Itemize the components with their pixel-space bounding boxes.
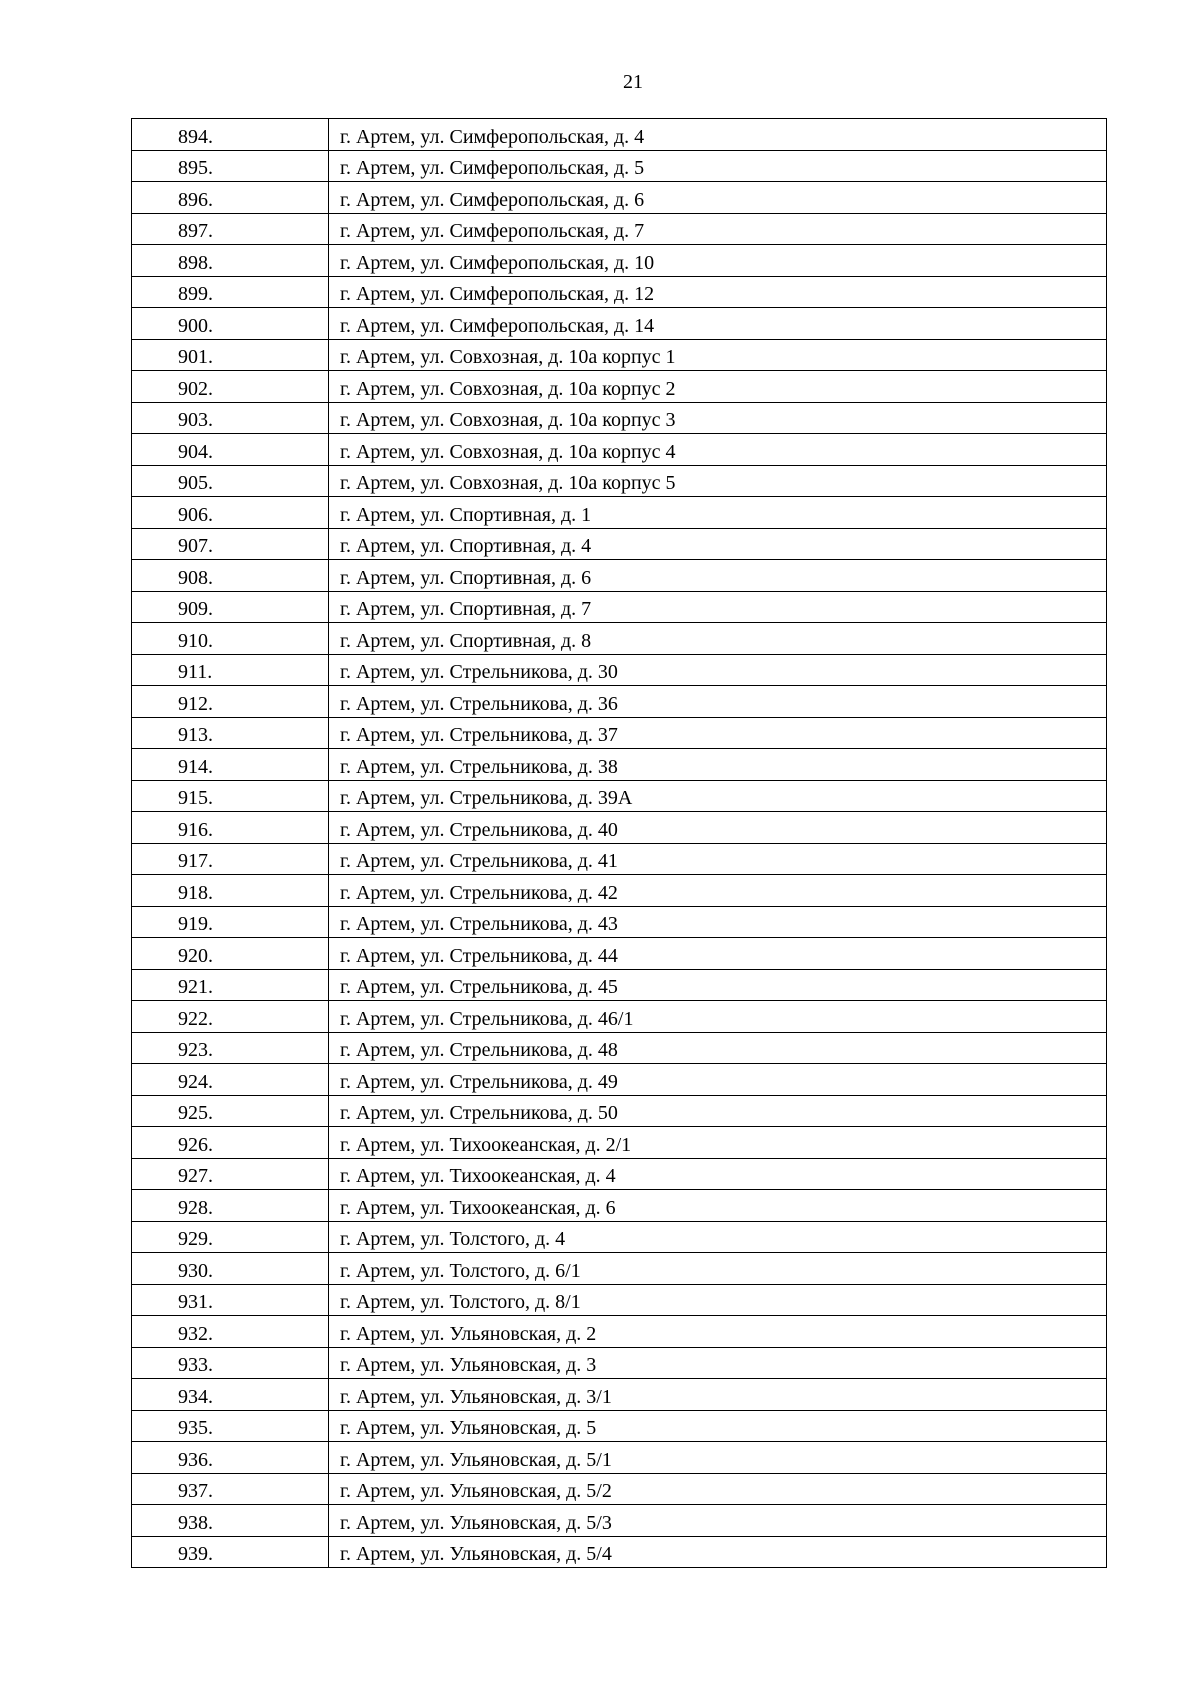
address-cell [329, 591, 1107, 623]
table-row [132, 1127, 1107, 1159]
address-cell [329, 1284, 1107, 1316]
row-number-cell [132, 938, 329, 970]
address-text: г. Артем, ул. Симферопольская, д. 10 [340, 251, 655, 274]
row-number: 906. [178, 503, 213, 526]
address-text: г. Артем, ул. Спортивная, д. 1 [340, 503, 592, 526]
address-text: г. Артем, ул. Стрельникова, д. 41 [340, 850, 618, 872]
row-number: 924. [178, 1070, 213, 1093]
row-number: 899. [178, 283, 213, 305]
row-number: 922. [178, 1007, 213, 1030]
table-row [132, 1505, 1107, 1537]
address-text: г. Артем, ул. Стрельникова, д. 38 [340, 755, 618, 778]
address-text: г. Артем, ул. Стрельникова, д. 37 [340, 724, 618, 746]
address-cell [329, 1095, 1107, 1127]
row-number: 912. [178, 692, 213, 715]
row-number: 903. [178, 409, 213, 431]
address-text: г. Артем, ул. Спортивная, д. 7 [340, 598, 592, 620]
address-text: г. Артем, ул. Стрельникова, д. 44 [340, 944, 618, 967]
address-text: г. Артем, ул. Толстого, д. 4 [340, 1228, 566, 1250]
table-row [132, 276, 1107, 308]
address-cell [329, 119, 1107, 151]
address-text: г. Артем, ул. Толстого, д. 8/1 [340, 1291, 581, 1313]
address-text: г. Артем, ул. Совхозная, д. 10а корпус 1 [340, 346, 676, 368]
row-number-cell [132, 780, 329, 812]
row-number-cell [132, 1253, 329, 1285]
row-number-cell [132, 465, 329, 497]
address-cell [329, 560, 1107, 592]
address-cell [329, 1410, 1107, 1442]
address-cell [329, 402, 1107, 434]
address-cell [329, 1221, 1107, 1253]
address-cell [329, 938, 1107, 970]
row-number: 930. [178, 1259, 213, 1282]
row-number-cell [132, 969, 329, 1001]
address-text: г. Артем, ул. Совхозная, д. 10а корпус 4 [340, 440, 676, 463]
row-number: 936. [178, 1448, 213, 1471]
row-number-cell [132, 1347, 329, 1379]
row-number-cell [132, 1379, 329, 1411]
table-row [132, 1221, 1107, 1253]
address-cell [329, 906, 1107, 938]
table-row [132, 623, 1107, 655]
table-row [132, 1253, 1107, 1285]
row-number-cell [132, 1127, 329, 1159]
row-number-cell [132, 1095, 329, 1127]
address-cell [329, 1032, 1107, 1064]
table-row [132, 339, 1107, 371]
row-number-cell [132, 591, 329, 623]
table-row [132, 749, 1107, 781]
address-text: г. Артем, ул. Стрельникова, д. 50 [340, 1102, 618, 1124]
row-number: 908. [178, 566, 213, 589]
row-number: 907. [178, 535, 213, 557]
row-number: 934. [178, 1385, 213, 1408]
row-number: 896. [178, 188, 213, 211]
address-cell [329, 717, 1107, 749]
address-text: г. Артем, ул. Стрельникова, д. 36 [340, 692, 618, 715]
row-number-cell [132, 150, 329, 182]
address-cell [329, 1158, 1107, 1190]
row-number-cell [132, 1190, 329, 1222]
table-row [132, 843, 1107, 875]
row-number: 928. [178, 1196, 213, 1219]
table-row [132, 1347, 1107, 1379]
row-number: 894. [178, 125, 213, 148]
row-number-cell [132, 1001, 329, 1033]
page-number: 21 [623, 71, 643, 93]
address-cell [329, 1473, 1107, 1505]
address-cell [329, 150, 1107, 182]
table-row [132, 1442, 1107, 1474]
table-row [132, 1316, 1107, 1348]
address-cell [329, 339, 1107, 371]
address-text: г. Артем, ул. Совхозная, д. 10а корпус 3 [340, 409, 676, 431]
table-row [132, 434, 1107, 466]
address-text: г. Артем, ул. Стрельникова, д. 48 [340, 1039, 618, 1061]
address-table [131, 118, 1107, 1568]
address-text: г. Артем, ул. Ульяновская, д. 5/3 [340, 1511, 612, 1534]
row-number-cell [132, 1316, 329, 1348]
address-cell [329, 1536, 1107, 1568]
address-cell [329, 749, 1107, 781]
address-cell [329, 213, 1107, 245]
row-number-cell [132, 717, 329, 749]
address-cell [329, 1253, 1107, 1285]
row-number: 916. [178, 818, 213, 841]
address-cell [329, 245, 1107, 277]
row-number: 937. [178, 1480, 213, 1502]
row-number-cell [132, 434, 329, 466]
row-number: 932. [178, 1322, 213, 1345]
address-text: г. Артем, ул. Стрельникова, д. 40 [340, 818, 618, 841]
address-cell [329, 623, 1107, 655]
table-row [132, 245, 1107, 277]
address-text: г. Артем, ул. Ульяновская, д. 5/2 [340, 1480, 612, 1502]
address-text: г. Артем, ул. Стрельникова, д. 42 [340, 881, 618, 904]
address-text: г. Артем, ул. Симферопольская, д. 7 [340, 220, 645, 242]
row-number: 911. [178, 661, 213, 683]
row-number-cell [132, 1158, 329, 1190]
table-row [132, 371, 1107, 403]
address-cell [329, 1442, 1107, 1474]
row-number: 938. [178, 1511, 213, 1534]
row-number-cell [132, 1505, 329, 1537]
row-number-cell [132, 245, 329, 277]
row-number-cell [132, 213, 329, 245]
row-number-cell [132, 906, 329, 938]
table-row [132, 1410, 1107, 1442]
table-row [132, 780, 1107, 812]
table-row [132, 528, 1107, 560]
row-number-cell [132, 1410, 329, 1442]
address-cell [329, 1316, 1107, 1348]
table-row [132, 1190, 1107, 1222]
row-number-cell [132, 560, 329, 592]
address-cell [329, 371, 1107, 403]
table-row [132, 1064, 1107, 1096]
row-number: 918. [178, 881, 213, 904]
address-text: г. Артем, ул. Симферопольская, д. 4 [340, 125, 645, 148]
address-cell [329, 875, 1107, 907]
table-row [132, 938, 1107, 970]
table-row [132, 119, 1107, 151]
row-number-cell [132, 654, 329, 686]
row-number-cell [132, 1221, 329, 1253]
row-number: 913. [178, 724, 213, 746]
table-row [132, 465, 1107, 497]
row-number: 915. [178, 787, 213, 809]
address-text: г. Артем, ул. Стрельникова, д. 30 [340, 661, 618, 683]
address-cell [329, 969, 1107, 1001]
address-cell [329, 497, 1107, 529]
table-row [132, 654, 1107, 686]
row-number: 905. [178, 472, 213, 494]
table-row [132, 591, 1107, 623]
address-text: г. Артем, ул. Симферопольская, д. 12 [340, 283, 655, 305]
row-number: 933. [178, 1354, 213, 1376]
row-number: 895. [178, 157, 213, 179]
table-row [132, 969, 1107, 1001]
address-text: г. Артем, ул. Совхозная, д. 10а корпус 5 [340, 472, 676, 494]
row-number: 925. [178, 1102, 213, 1124]
row-number: 921. [178, 976, 213, 998]
row-number-cell [132, 812, 329, 844]
row-number: 935. [178, 1417, 213, 1439]
row-number-cell [132, 1442, 329, 1474]
address-cell [329, 686, 1107, 718]
table-row [132, 686, 1107, 718]
address-text: г. Артем, ул. Симферопольская, д. 5 [340, 157, 645, 179]
row-number-cell [132, 1536, 329, 1568]
address-text: г. Артем, ул. Тихоокеанская, д. 6 [340, 1196, 616, 1219]
address-text: г. Артем, ул. Стрельникова, д. 49 [340, 1070, 618, 1093]
table-row [132, 875, 1107, 907]
row-number-cell [132, 182, 329, 214]
row-number-cell [132, 749, 329, 781]
address-text: г. Артем, ул. Тихоокеанская, д. 2/1 [340, 1133, 632, 1156]
address-cell [329, 1127, 1107, 1159]
address-text: г. Артем, ул. Стрельникова, д. 43 [340, 913, 618, 935]
row-number-cell [132, 623, 329, 655]
address-text: г. Артем, ул. Ульяновская, д. 2 [340, 1322, 597, 1345]
table-row [132, 1379, 1107, 1411]
address-text: г. Артем, ул. Стрельникова, д. 39А [340, 787, 633, 809]
table-row [132, 560, 1107, 592]
row-number-cell [132, 1284, 329, 1316]
table-row [132, 812, 1107, 844]
table-row [132, 1158, 1107, 1190]
address-cell [329, 308, 1107, 340]
row-number: 898. [178, 251, 213, 274]
address-cell [329, 1190, 1107, 1222]
row-number-cell [132, 276, 329, 308]
table-row [132, 1001, 1107, 1033]
address-cell [329, 465, 1107, 497]
address-table-body [132, 119, 1107, 1568]
address-text: г. Артем, ул. Спортивная, д. 4 [340, 535, 592, 557]
address-text: г. Артем, ул. Стрельникова, д. 45 [340, 976, 618, 998]
address-text: г. Артем, ул. Ульяновская, д. 5/4 [340, 1543, 612, 1565]
table-row [132, 1095, 1107, 1127]
table-row [132, 1536, 1107, 1568]
address-text: г. Артем, ул. Ульяновская, д. 5 [340, 1417, 597, 1439]
address-text: г. Артем, ул. Стрельникова, д. 46/1 [340, 1007, 634, 1030]
address-cell [329, 654, 1107, 686]
row-number-cell [132, 875, 329, 907]
row-number-cell [132, 308, 329, 340]
row-number: 901. [178, 346, 213, 368]
row-number: 919. [178, 913, 213, 935]
row-number-cell [132, 843, 329, 875]
table-row [132, 402, 1107, 434]
row-number: 929. [178, 1228, 213, 1250]
row-number-cell [132, 1032, 329, 1064]
row-number: 914. [178, 755, 213, 778]
table-row [132, 1473, 1107, 1505]
address-cell [329, 1347, 1107, 1379]
table-row [132, 182, 1107, 214]
address-text: г. Артем, ул. Тихоокеанская, д. 4 [340, 1165, 616, 1187]
address-cell [329, 812, 1107, 844]
address-cell [329, 182, 1107, 214]
address-text: г. Артем, ул. Ульяновская, д. 3 [340, 1354, 597, 1376]
row-number-cell [132, 686, 329, 718]
address-cell [329, 1001, 1107, 1033]
table-row [132, 213, 1107, 245]
row-number: 926. [178, 1133, 213, 1156]
row-number-cell [132, 119, 329, 151]
address-text: г. Артем, ул. Ульяновская, д. 3/1 [340, 1385, 612, 1408]
row-number: 910. [178, 629, 213, 652]
table-row [132, 906, 1107, 938]
row-number: 917. [178, 850, 213, 872]
row-number-cell [132, 497, 329, 529]
address-cell [329, 434, 1107, 466]
address-text: г. Артем, ул. Ульяновская, д. 5/1 [340, 1448, 612, 1471]
row-number-cell [132, 1473, 329, 1505]
address-text: г. Артем, ул. Совхозная, д. 10а корпус 2 [340, 377, 676, 400]
address-text: г. Артем, ул. Симферопольская, д. 6 [340, 188, 645, 211]
address-cell [329, 843, 1107, 875]
row-number-cell [132, 402, 329, 434]
row-number: 900. [178, 314, 213, 337]
address-cell [329, 1505, 1107, 1537]
row-number: 927. [178, 1165, 213, 1187]
address-cell [329, 780, 1107, 812]
address-text: г. Артем, ул. Спортивная, д. 6 [340, 566, 592, 589]
row-number: 909. [178, 598, 213, 620]
address-cell [329, 1379, 1107, 1411]
address-text: г. Артем, ул. Толстого, д. 6/1 [340, 1259, 581, 1282]
table-row [132, 497, 1107, 529]
row-number: 939. [178, 1543, 213, 1565]
address-cell [329, 528, 1107, 560]
address-text: г. Артем, ул. Симферопольская, д. 14 [340, 314, 655, 337]
address-cell [329, 1064, 1107, 1096]
row-number-cell [132, 1064, 329, 1096]
row-number-cell [132, 371, 329, 403]
row-number: 923. [178, 1039, 213, 1061]
table-row [132, 1284, 1107, 1316]
row-number-cell [132, 339, 329, 371]
row-number: 920. [178, 944, 213, 967]
address-text: г. Артем, ул. Спортивная, д. 8 [340, 629, 592, 652]
row-number: 902. [178, 377, 213, 400]
row-number: 904. [178, 440, 213, 463]
address-cell [329, 276, 1107, 308]
row-number: 897. [178, 220, 213, 242]
table-row [132, 308, 1107, 340]
row-number-cell [132, 528, 329, 560]
table-row [132, 1032, 1107, 1064]
row-number: 931. [178, 1291, 213, 1313]
table-row [132, 150, 1107, 182]
table-row [132, 717, 1107, 749]
